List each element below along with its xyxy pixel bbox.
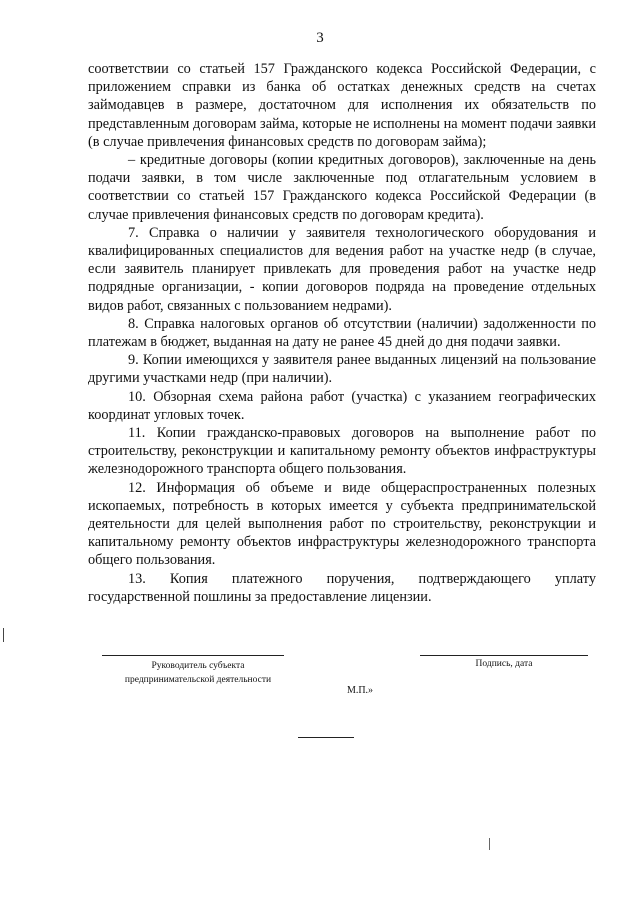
signature-line-right: [420, 655, 588, 656]
paragraph-continuation: соответствии со статьей 157 Гражданского кодекса Российской Федерации, с приложением справки из банка об остатках денежных средств на счетах займодавцев в размере, достаточном для исполнения их обязательств по представленным договорам займа, которые не исполнены на момент подачи заявки (в случае привлечения финансовых средств по договорам займа);: [88, 61, 596, 150]
paragraph-item-7: 7. Справка о наличии у заявителя технологического оборудования и квалифицированных специалистов для ведения работ на участке недр (в случае, если заявитель планирует привлекать для проведения работ на участке недр подрядные организации, - копии договоров подряда на проведение отдельных видов работ, связанных с пользованием недрами).: [88, 224, 596, 314]
signature-date-label: Подпись, дата: [475, 659, 533, 669]
paragraph-item-9: 9. Копии имеющихся у заявителя ранее выданных лицензий на пользование другими участками недр (при наличии).: [88, 352, 596, 387]
scan-artifact-mark: [489, 838, 490, 850]
paragraph-item-10: 10. Обзорная схема района работ (участка) с указанием географических координат угловых точек.: [88, 388, 596, 423]
signatory-label-line2: предпринимательской деятельности: [124, 675, 272, 685]
end-divider: [298, 737, 354, 738]
signatory-label: [100, 659, 296, 687]
scan-margin-mark: [3, 628, 4, 642]
signature-line-left: [102, 655, 284, 656]
paragraph-credit-agreements: – кредитные договоры (копии кредитных договоров), заключенные на день подачи заявки, в том числе заключенные под отлагательным условием в соответствии со статьей 157 Гражданского кодекса Российской Федерации (в случае привлечения финансовых средств по договорам кредита).: [88, 152, 596, 223]
page-number: 3: [316, 30, 324, 46]
document-body: [88, 60, 596, 606]
paragraph-item-12: 12. Информация об объеме и виде общераспространенных полезных ископаемых, потребность в которых имеется у субъекта предпринимательской деятельности для целей выполнения работ по строительству, реконструкции и капитальному ремонту объектов инфраструктуры железнодорожного транспорта общего пользования.: [88, 479, 596, 569]
paragraph-item-13: 13. Копия платежного поручения, подтверждающего уплату государственной пошлины за предоставление лицензии.: [88, 570, 596, 605]
paragraph-item-11: 11. Копии гражданско-правовых договоров на выполнение работ по строительству, реконструкции и капитальному ремонту объектов инфраструктуры железнодорожного транспорта общего пользования.: [88, 425, 596, 478]
signatory-label-line1: Руководитель субъекта: [151, 661, 245, 671]
paragraph-item-8: 8. Справка налоговых органов об отсутствии (наличии) задолженности по платежам в бюджет, выданная на дату не ранее 45 дней до дня подачи заявки.: [88, 315, 596, 351]
stamp-placeholder: М.П.»: [346, 685, 374, 696]
